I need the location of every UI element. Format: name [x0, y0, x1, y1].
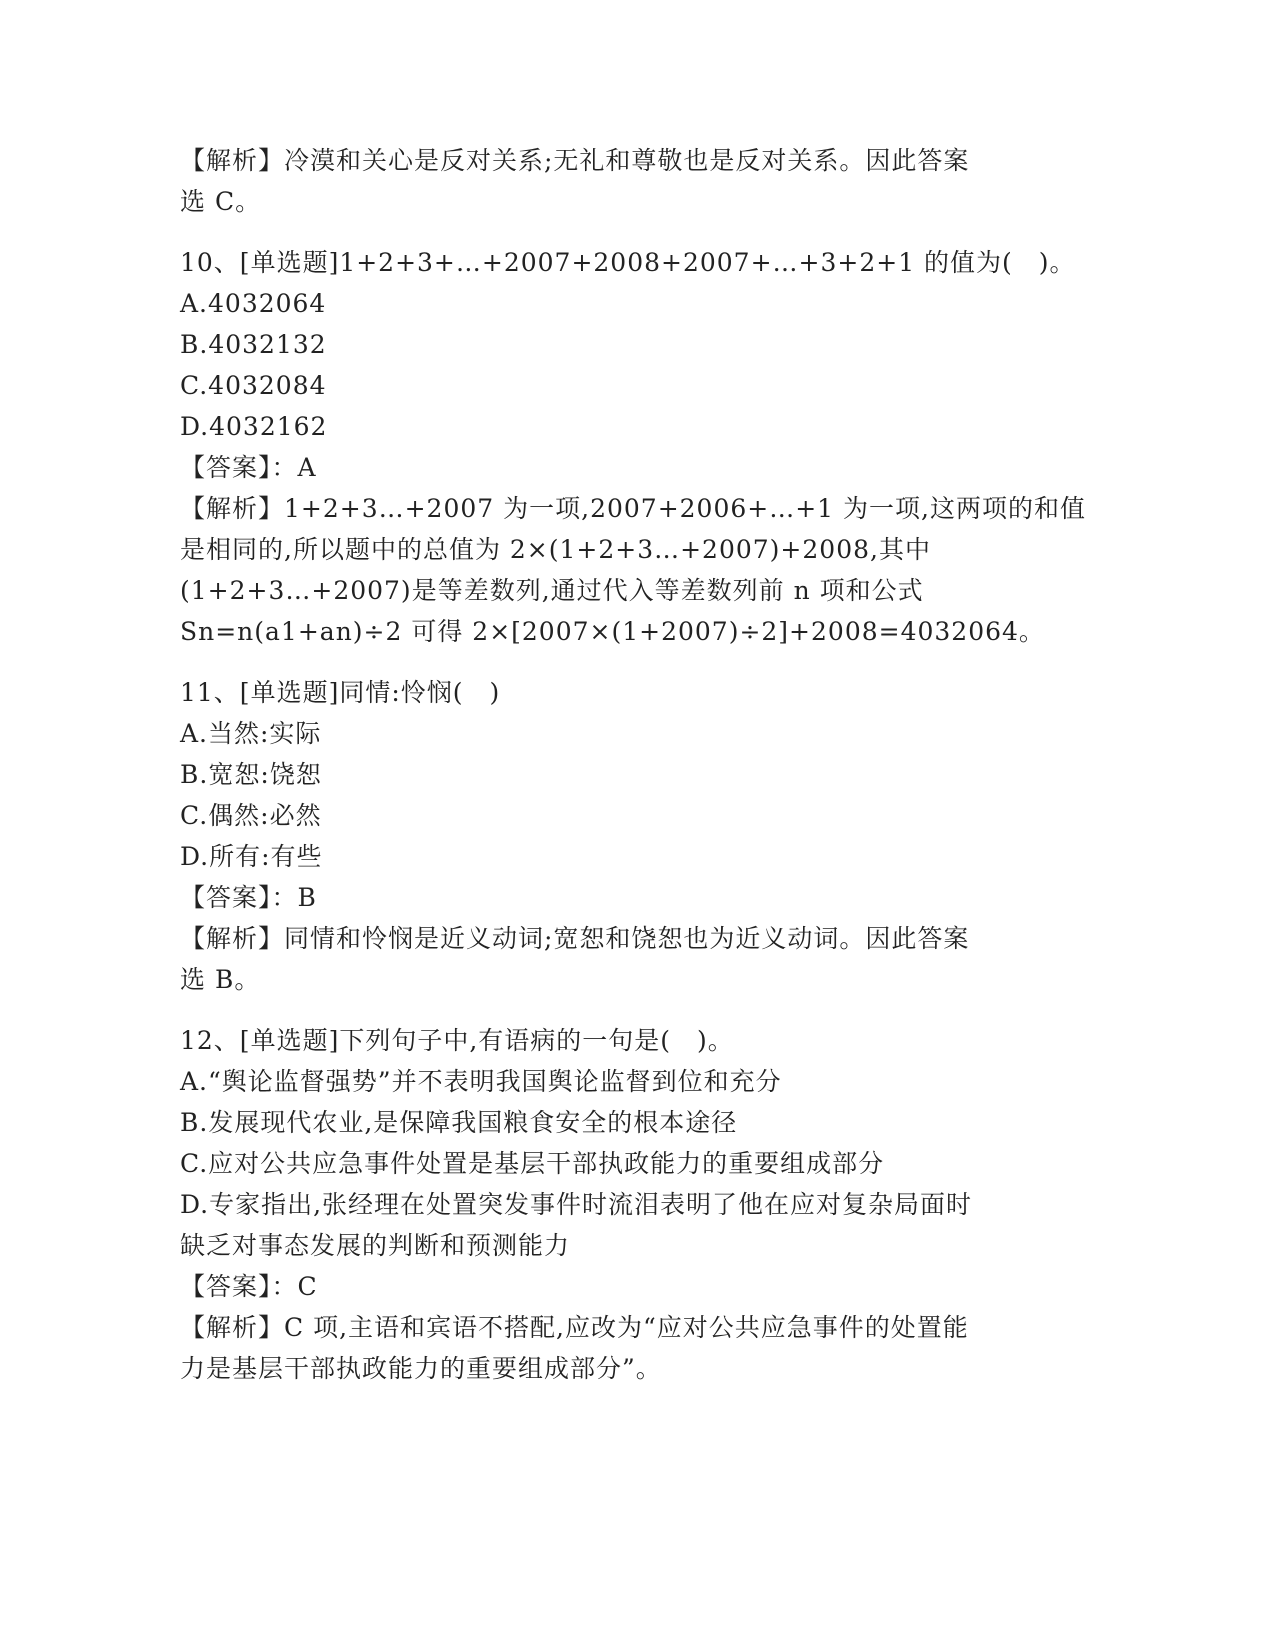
option-b: B.发展现代农业,是保障我国粮食安全的根本途径: [180, 1108, 738, 1137]
analysis-line: 选 C。: [180, 187, 262, 216]
option-c: C.4032084: [180, 371, 327, 400]
analysis-line: Sn=n(a1+an)÷2 可得 2×[2007×(1+2007)÷2]+2008=4032064。: [180, 617, 1045, 646]
answer-line: 【答案】：A: [180, 453, 317, 482]
question-stem: 12、[单选题]下列句子中,有语病的一句是( )。: [180, 1026, 734, 1055]
question-stem: 10、[单选题]1+2+3+…+2007+2008+2007+…+3+2+1 的值为( )。: [180, 248, 1076, 277]
analysis-line: (1+2+3…+2007)是等差数列,通过代入等差数列前 n 项和公式: [180, 576, 924, 605]
answer-line: 【答案】：C: [180, 1272, 318, 1301]
option-a: A.当然:实际: [180, 719, 322, 748]
option-d: D.4032162: [180, 412, 328, 441]
analysis-line: 选 B。: [180, 965, 261, 994]
option-b: B.宽恕:饶恕: [180, 760, 322, 789]
analysis-line: 【解析】同情和怜悯是近义动词;宽恕和饶恕也为近义动词。因此答案: [180, 924, 970, 953]
question-12: [180, 1020, 1080, 1389]
analysis-line: 【解析】冷漠和关心是反对关系;无礼和尊敬也是反对关系。因此答案: [180, 146, 970, 175]
option-d: D.专家指出,张经理在处置突发事件时流泪表明了他在应对复杂局面时: [180, 1190, 973, 1219]
question-10: [180, 242, 1086, 652]
option-d: D.所有:有些: [180, 842, 323, 871]
option-c: C.应对公共应急事件处置是基层干部执政能力的重要组成部分: [180, 1149, 885, 1178]
analysis-line: 是相同的,所以题中的总值为 2×(1+2+3…+2007)+2008,其中: [180, 535, 931, 564]
question-stem: 11、[单选题]同情:怜悯( ): [180, 678, 501, 707]
analysis-line: 力是基层干部执政能力的重要组成部分”。: [180, 1354, 662, 1383]
answer-line: 【答案】：B: [180, 883, 317, 912]
question-11: [180, 672, 1080, 1000]
option-c: C.偶然:必然: [180, 801, 322, 830]
option-a: A.“舆论监督强势”并不表明我国舆论监督到位和充分: [180, 1067, 782, 1096]
option-d-continuation: 缺乏对事态发展的判断和预测能力: [180, 1231, 571, 1260]
option-b: B.4032132: [180, 330, 327, 359]
question-9-analysis: [180, 140, 1080, 222]
analysis-line: 【解析】1+2+3…+2007 为一项,2007+2006+…+1 为一项,这两项的和值: [180, 494, 1086, 523]
analysis-line: 【解析】C 项,主语和宾语不搭配,应改为“应对公共应急事件的处置能: [180, 1313, 969, 1342]
document-page: [180, 140, 1086, 1389]
option-a: A.4032064: [180, 289, 327, 318]
